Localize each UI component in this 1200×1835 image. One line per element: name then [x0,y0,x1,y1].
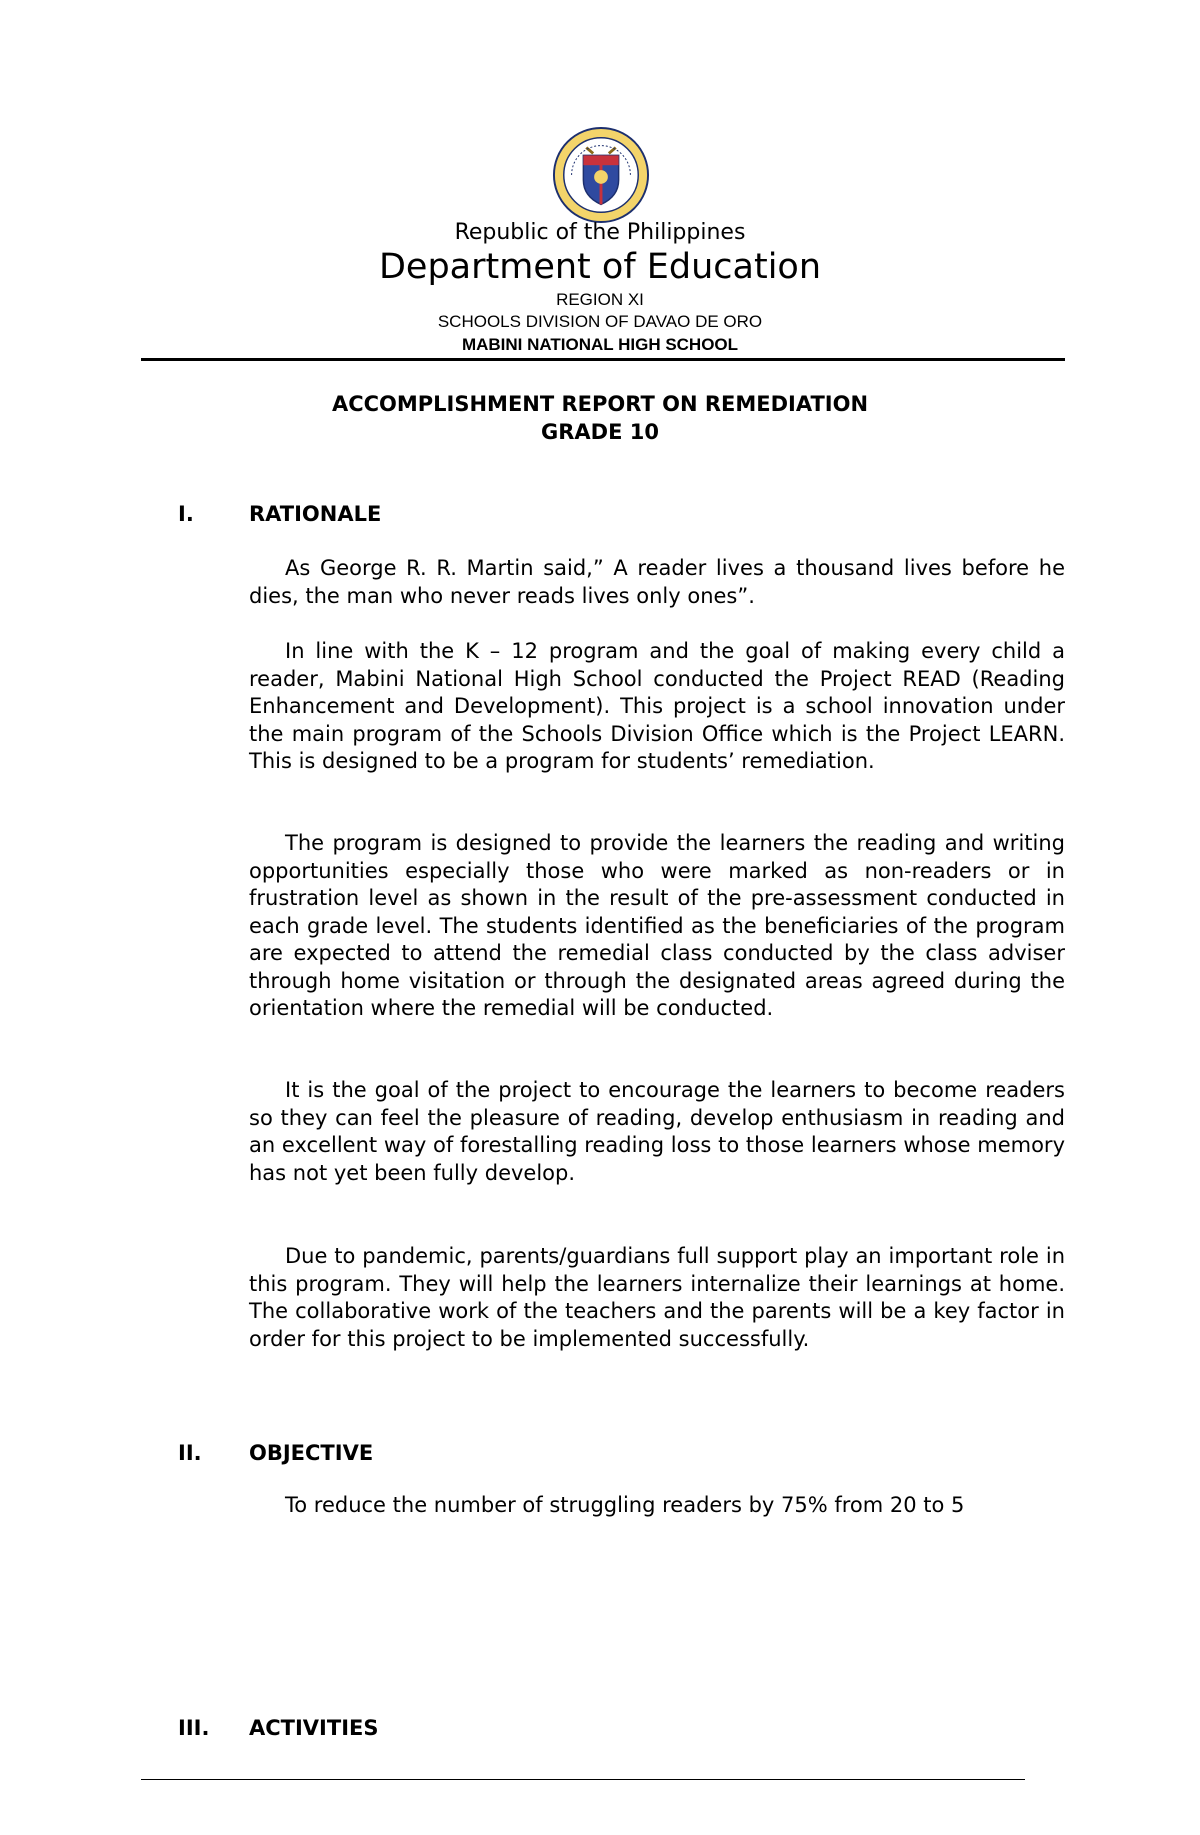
section-title: OBJECTIVE [249,1441,374,1465]
rationale-paragraph-4: It is the goal of the project to encourage the learners to become readers so they can feel the pleasure of reading, develop enthusiasm in reading and an excellent way of forestalling reading loss to those learners whose memory has not yet been fully develop. [249,1078,1065,1185]
report-title: ACCOMPLISHMENT REPORT ON REMEDIATION [331,392,869,416]
report-subtitle: GRADE 10 [541,420,659,444]
section-title: ACTIVITIES [249,1716,379,1740]
division-line: SCHOOLS DIVISION OF DAVAO DE ORO [437,312,763,331]
header-rule [141,358,1065,361]
footer-rule [141,1779,1025,1780]
objective-paragraph: To reduce the number of struggling readers by 75% from 20 to 5 [285,1493,965,1517]
section-number: II. [178,1441,202,1465]
region-line: REGION XI [556,290,644,309]
republic-line: Republic of the Philippines [454,220,746,245]
rationale-paragraph-5: Due to pandemic, parents/guardians full support play an important role in this program. They will help the learners internalize their learnings at home. The collaborative work of the teachers and the parents will be a key factor in order for this project to be implemented successfully. [249,1244,1065,1351]
department-name: Department of Education [378,247,822,287]
rationale-paragraph-2: In line with the K – 12 program and the goal of making every child a reader, Mabini National High School conducted the Project READ (Reading Enhancement and Development). This project is a school innovation under the main program of the Schools Division Office which is the Project LEARN. This is designed to be a program for students’ remediation. [249,639,1065,773]
section-number: III. [178,1716,210,1740]
deped-seal-icon [552,126,650,224]
rationale-paragraph-3: The program is designed to provide the learners the reading and writing opportunities especially those who were marked as non-readers or in frustration level as shown in the result of the pre-assessment conducted in each grade level. The students identified as the beneficiaries of the program are expected to attend the remedial class conducted by the class adviser through home visitation or through the designated areas agreed during the orientation where the remedial will be conducted. [249,831,1065,1020]
rationale-paragraph-1: As George R. R. Martin said,” A reader lives a thousand lives before he dies, the man who never reads lives only ones”. [249,556,1065,608]
section-title: RATIONALE [249,502,382,526]
school-name: MABINI NATIONAL HIGH SCHOOL [461,335,739,354]
section-number: I. [178,502,194,526]
